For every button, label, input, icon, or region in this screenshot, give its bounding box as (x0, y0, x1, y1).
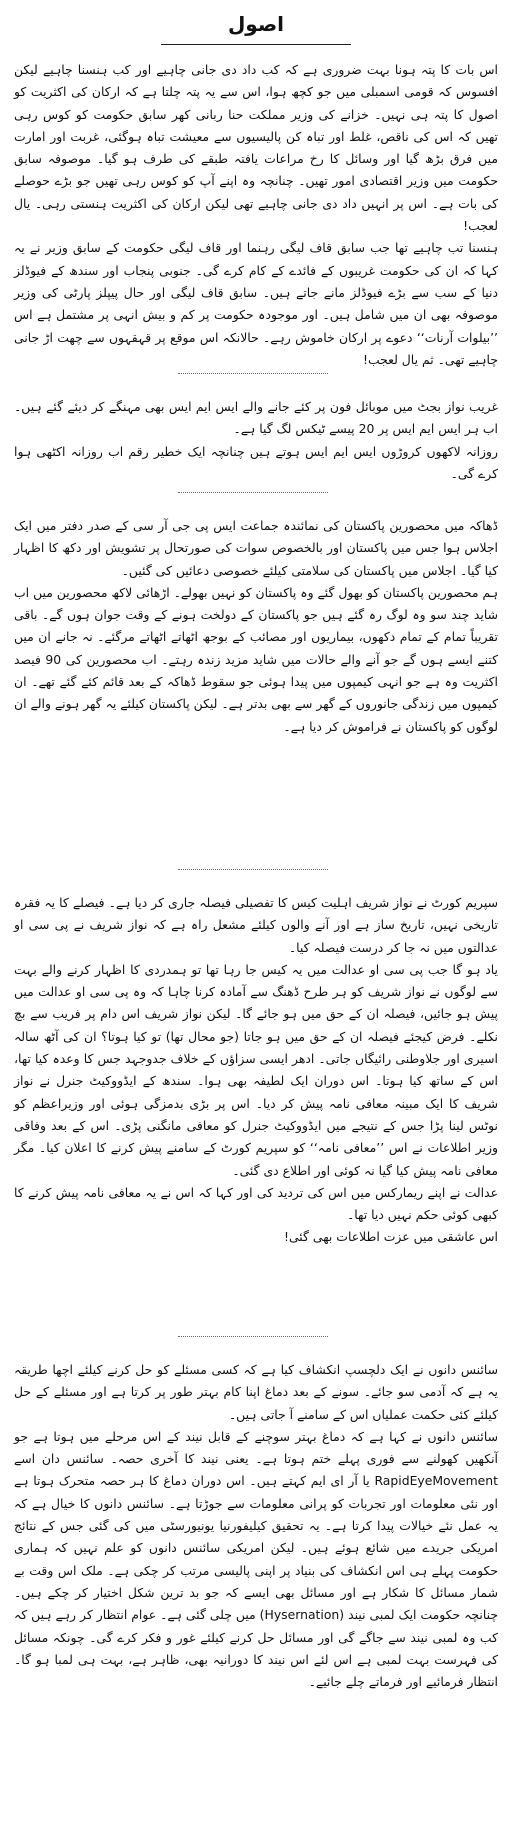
paragraph: سائنس دانوں نے کہا ہے کہ دماغ بہتر سوچنے کے قابل نیند کے اس مرحلے میں ہوتا ہے جو آنکھیں کھولنے سے فوری پہلے ختم ہوتا ہے۔ یعنی نیند کا آخری حصہ۔ سائنس دان اسے RapidEyeMovement یا آر ای ایم کہتے ہیں۔ اس دوران دماغ کا ہر حصہ متحرک ہوتا ہے اور نئی معلومات اور تجربات کو پرانی معلومات سے جوڑتا ہے۔ سائنس دانوں کا خیال ہے کہ یہ عمل نئے خیالات پیدا کرتا ہے۔ یہ تحقیق کیلیفورنیا یونیورسٹی میں کی گئی جس کے نتائج امریکی جریدے میں شائع ہوئے ہیں۔ لیکن امریکی سائنس دانوں کو علم نہیں کہ ہماری حکومت پہلے ہی اس انکشاف کی بنیاد پر اپنی پالیسی مرتب کر چکی ہے۔ ملک اس وقت بے شمار مسائل کا شکار ہے اور مسائل بھی ایسے کہ جو بد ترین شکل اختیار کر چکے ہیں۔ چنانچہ حکومت ایک لمبی نیند (Hysernation) میں چلی گئی ہے۔ عوام انتظار کر رہے ہیں کہ کب وہ لمبی نیند سے جاگے گی اور مسائل حل کرنے کیلئے غور و فکر کرے گی۔ چونکہ مسائل کی فہرست بہت لمبی ہے اس لئے اس نیند کا دورانیہ بھی، ظاہر ہے، بہت ہی لمبا ہو گا۔ انتظار فرمائیے اور فرماتے چلے جائیے۔ (14, 1428, 498, 1690)
paragraph: غریب نواز بجٹ میں موبائل فون پر کئے جانے والے ایس ایم ایس بھی مہنگے کر دیئے گئے ہیں۔ اب ہر ایس ایم ایس پر 20 پیسے ٹیکس لگ گیا ہے۔ (14, 399, 498, 437)
paragraph: اس عاشقی میں عزت اطلاعات بھی گئی! (284, 1229, 498, 1245)
paragraph: روزانہ لاکھوں کروڑوں ایس ایم ایس ہوتے ہیں چنانچہ ایک خطیر رقم اب روزانہ اکٹھی ہوا کرے گی۔ (14, 443, 498, 481)
paragraph: عدالت نے اپنے ریمارکس میں اس کی تردید کی اور کہا کہ اس نے یہ معافی نامہ پیش کرنے کا کبھی کوئی حکم نہیں دیا تھا۔ (14, 1184, 498, 1223)
paragraph: ہم محصورین پاکستان کو بھول گئے وہ پاکستان کو نہیں بھولے۔ اڑھائی لاکھ محصورین میں اب شاید چند سو وہ لوگ رہ گئے ہیں جو پاکستان کے دولخت ہونے کے وقت جوان ہوں گے۔ باقی تقریباً تمام کے تمام دکھوں، بیماریوں اور مصائب کے بوجھ اٹھاتے اٹھاتے مرگئے۔ نہ جانے ان میں کتنے ایسے ہوں گے جو آنے والے حالات میں شاید مزید زندہ رہتے۔ اب محصورین کی 90 فیصد اکثریت وہ ہے جو انہی کیمپوں میں پیدا ہوئی جو سقوط ڈھاکہ کے بعد قائم کئے گئے تھے۔ ان کیمپوں میں زندگی جانوروں کے گھر سے بھی بدتر ہے۔ لیکن پاکستان کیلئے یہ گھر ہونے والے ان لوگوں کو پاکستان نے فراموش کر دیا ہے۔ (14, 584, 498, 734)
article-title: اصول (227, 12, 285, 36)
title-underline (161, 44, 351, 45)
section-divider (178, 869, 328, 870)
paragraph: ہنسنا تب چاہیے تھا جب سابق قاف لیگی رہنما اور قاف لیگی حکومت کے سابق وزیر نے یہ کہا کہ ان کی حکومت غریبوں کے فائدے کے کام کرے گی۔ جنوبی پنجاب اور سندھ کے فیوڈلز دنیا کے سب سے بڑے فیوڈلز مانے جاتے ہیں۔ سابق قاف لیگی اور حال پیپلز پارٹی کی وزیر موصوفہ بھی ان میں شامل ہیں۔ اور موجودہ حکومت پر کم و بیش انہی پر مشتمل ہے اس ’’بیلوات آرنات‘‘ دعوے پر ارکان خاموش رہے۔ حالانکہ اس موقع پر قہقہوں سے چھت اڑ جانی چاہیے تھی۔ ثم یال لعجب! (14, 240, 498, 367)
paragraph: اس بات کا پتہ ہونا بہت ضروری ہے کہ کب داد دی جانی چاہیے اور کب ہنسنا چاہیے لیکن افسوس کہ قومی اسمبلی میں جو کچھ ہوا، اس سے یہ پتہ چلتا ہے کہ ارکان کی اکثریت کو اصول کا پتہ ہی نہیں۔ خزانے کی وزیر مملکت حنا ربانی کھر سابق حکومت کو کوس رہی تھیں کہ اس کی ناقص، غلط اور تباہ کن پالیسیوں سے معیشت تباہ ہوگئی، غربت اور امارت میں فرق بڑھ گیا اور وسائل کا رخ مراعات یافتہ طبقے کی طرف ہو گیا۔ موصوفہ سابق حکومت میں وزیر اقتصادی امور تھیں۔ چنانچہ وہ اپنے آپ کو کوس رہی تھیں جو بڑے حوصلے کی بات ہے۔ اس پر انہیں داد دی جانی چاہیے تھی لیکن ارکان کی اکثریت ہنستی رہی۔ یال لعجب! (14, 62, 498, 234)
section-3 (14, 515, 498, 855)
section-divider (178, 492, 328, 493)
paragraph: سائنس دانوں نے ایک دلچسپ انکشاف کیا ہے کہ کسی مسئلے کو حل کرنے کیلئے اچھا طریقہ یہ ہے کہ آدمی سو جائے۔ سونے کے بعد دماغ اپنا کام بہتر طور پر کرتا ہے اور مسئلے کے حل کیلئے کئی حکمت عملیاں اس کے سامنے آ جاتی ہیں۔ (14, 1362, 498, 1422)
paragraph: یاد ہو گا جب پی سی او عدالت میں یہ کیس جا رہا تھا تو ہمدردی کا اظہار کرنے والے بہت سے لوگوں نے نواز شریف کو ہر طرح ڈھنگ سے آمادہ کرنا چاہا کہ وہ پی سی او عدالت میں پیش ہو جائیں، فیصلہ ان کے حق میں ہو جائے گا۔ لیکن نواز شریف اس دام پر فریب سے بچ نکلے۔ فرض کیجئے فیصلہ ان کے حق میں ہو جاتا (جو محال تھا) تو کیا ہوتا؟ ان کی آٹھ سالہ اسیری اور جلاوطنی رائیگاں جاتی۔ ادھر ایسی سزاؤں کے خلاف جدوجہد جس کا وعدہ کیا تھا، اس کے ساتھ کیا ہوتا۔ اس دوران ایک لطیفہ بھی ہوا۔ سندھ کے ایڈووکیٹ جنرل نے نواز شریف کا ایک مبینہ معافی نامہ پیش کر دیا۔ اس پر بڑی بدمزگی ہوئی اور وزیراعظم کو نوٹس لینا پڑا جس کے نتیجے میں ایڈووکیٹ جنرل کو معافی مانگنی پڑی۔ اس کے بعد وفاقی وزیر اطلاعات نے اس ’’معافی نامہ‘‘ کو سپریم کورٹ کے سامنے پیش کرنے کا اعلان کیا۔ مگر معافی نامہ پیش کیا گیا نہ کوئی اور اطلاع دی گئی۔ (14, 961, 498, 1178)
paragraph: سپریم کورٹ نے نواز شریف اہلیت کیس کا تفصیلی فیصلہ جاری کر دیا ہے۔ فیصلے کا یہ فقرہ تاریخی نہیں، تاریخ ساز ہے اور آنے والوں کیلئے مشعل راہ ہے کہ نواز شریف نے پی سی او عدالتوں میں نہ جا کر درست فیصلہ کیا۔ (14, 895, 498, 955)
section-4 (14, 892, 498, 1322)
section-2 (14, 396, 498, 481)
paragraph: ڈھاکہ میں محصورین پاکستان کی نمائندہ جماعت ایس پی جی آر سی کے صدر دفتر میں ایک اجلاس ہوا جس میں پاکستان اور بالخصوص سوات کی صورتحال پر تشویش اور دکھ کا اظہار کیا گیا۔ اجلاس میں پاکستان کی سلامتی کیلئے خصوصی دعائیں کی گئیں۔ (14, 518, 498, 578)
section-1 (14, 59, 498, 367)
section-5 (14, 1359, 498, 1781)
section-divider (178, 1336, 328, 1337)
section-divider (178, 373, 328, 374)
